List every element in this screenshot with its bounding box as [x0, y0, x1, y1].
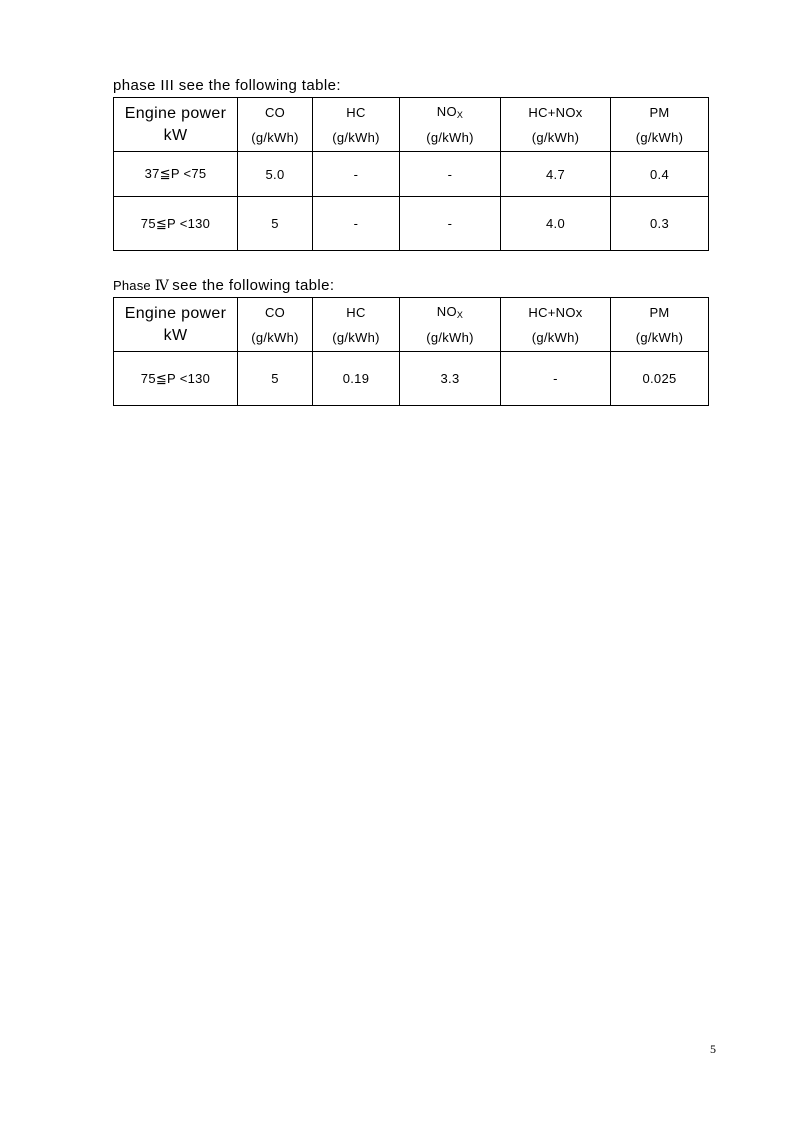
nox-label: $NO_X$: [436, 304, 464, 320]
nox-subscript: X: [456, 110, 464, 120]
hc-cell: 0.19: [313, 352, 400, 406]
pm-cell: 0.4: [611, 152, 709, 197]
table-row: [114, 197, 709, 251]
table-row: [114, 352, 709, 406]
nox-header: [400, 98, 501, 152]
co-unit: (g/kWh): [251, 129, 299, 145]
hc-header: [313, 298, 400, 352]
hcnox-label: HC+NOx: [528, 104, 583, 120]
nox-header: [400, 298, 501, 352]
hc-label: HC: [346, 304, 366, 320]
phase4-caption: [113, 277, 334, 295]
nox-cell: -: [400, 152, 501, 197]
page-number: 5: [710, 1042, 716, 1056]
engine-power-unit: kW: [163, 326, 188, 344]
table-row: [114, 152, 709, 197]
engine-power-header: [114, 298, 238, 352]
hc-label: HC: [346, 104, 366, 120]
engine-power-unit: kW: [163, 126, 188, 144]
nox-unit: (g/kWh): [426, 130, 474, 145]
table-header-row: [114, 98, 709, 152]
co-label: CO: [264, 304, 286, 320]
nox-subscript: X: [456, 310, 464, 320]
hcnox-unit: (g/kWh): [531, 129, 580, 145]
nox-label: $NO_X$: [436, 104, 464, 120]
hc-header: [313, 98, 400, 152]
co-cell: 5: [238, 352, 313, 406]
engine-power-label: Engine power: [124, 104, 227, 122]
pm-header: [611, 298, 709, 352]
pm-unit: (g/kWh): [635, 129, 684, 145]
co-header: [238, 98, 313, 152]
hcnox-label: HC+NOx: [528, 304, 583, 320]
phase3-emission-table: [113, 97, 709, 251]
nox-cell: -: [400, 197, 501, 251]
hcnox-cell: -: [501, 352, 611, 406]
table-header-row: [114, 298, 709, 352]
nox-unit: (g/kWh): [426, 330, 474, 345]
phase4-caption-prefix: Phase: [113, 278, 151, 293]
hcnox-unit: (g/kWh): [531, 329, 580, 345]
pm-label: PM: [649, 104, 670, 120]
pm-cell: 0.025: [611, 352, 709, 406]
pm-label: PM: [649, 304, 670, 320]
hcnox-header: [501, 298, 611, 352]
phase3-caption: phase III see the following table:: [113, 77, 341, 94]
pm-unit: (g/kWh): [635, 329, 684, 345]
hcnox-cell: 4.0: [501, 197, 611, 251]
co-label: CO: [264, 104, 286, 120]
engine-power-label: Engine power: [124, 304, 227, 322]
engine-power-cell: 37≦P <75: [114, 152, 238, 197]
engine-power-cell: 75≦P <130: [114, 352, 238, 406]
nox-cell: 3.3: [400, 352, 501, 406]
hcnox-cell: 4.7: [501, 152, 611, 197]
pm-cell: 0.3: [611, 197, 709, 251]
co-cell: 5.0: [238, 152, 313, 197]
co-header: [238, 298, 313, 352]
hcnox-header: [501, 98, 611, 152]
hc-unit: (g/kWh): [332, 329, 380, 345]
co-unit: (g/kWh): [251, 329, 299, 345]
phase4-emission-table: [113, 297, 709, 406]
phase4-caption-rest: see the following table:: [172, 277, 335, 294]
phase4-roman-numeral: Ⅳ: [154, 279, 170, 294]
pm-header: [611, 98, 709, 152]
hc-cell: -: [313, 197, 400, 251]
engine-power-header: [114, 98, 238, 152]
hc-unit: (g/kWh): [332, 129, 380, 145]
engine-power-cell: 75≦P <130: [114, 197, 238, 251]
co-cell: 5: [238, 197, 313, 251]
hc-cell: -: [313, 152, 400, 197]
